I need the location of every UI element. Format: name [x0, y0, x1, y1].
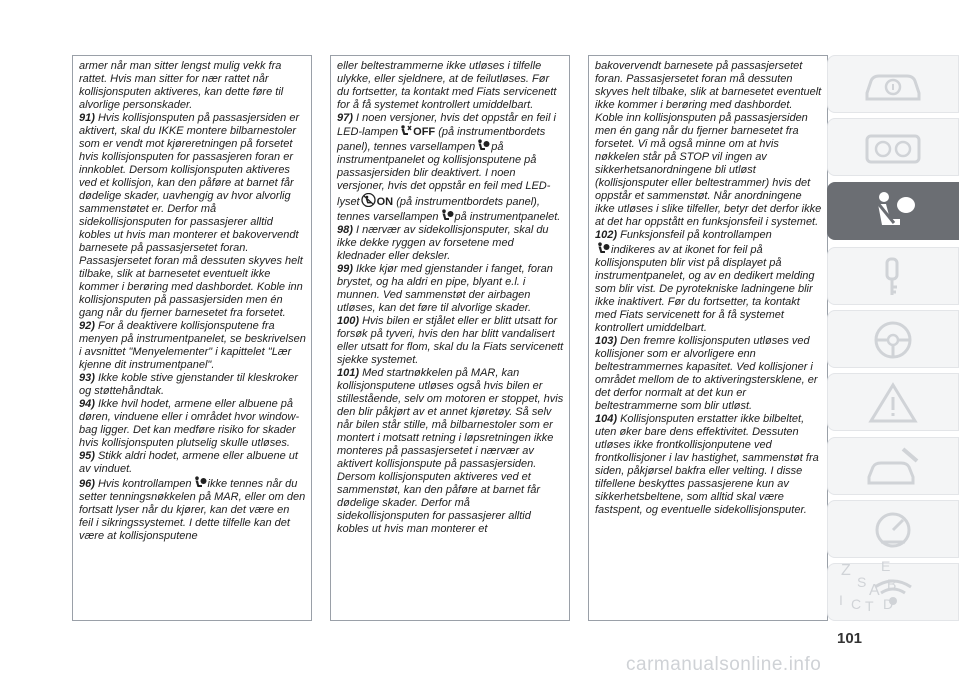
tab-specs[interactable] [827, 500, 959, 558]
car-info-icon [861, 63, 925, 107]
note-number: 96) [79, 478, 95, 490]
note-text: Hvis kollisjonsputen på passasjersiden er aktivert, skal du IKKE montere bilbarnestoler som er vendt mot kjøreretningen på forsetet hvis kollisjonsputen for passasjeren foran er innkoblet. Dersom kollisjonsputen aktiveres ved et kollisjon, kan den påføre at barnet får dødelige skader, uavhengig av hvor alvorlig sammenstøtet er. Derfor må sidekollisjonsputen for passasjerer alltid kobles ut hvis man monterer et bakovervendt barnesete på passasjersetet foran. Passasjersetet foran må dessuten skyves helt tilbake, slik at barnesetet eventuelt ikke kommer i berøring med dashbordet. Koble inn kollisjonsputen på passasjersiden men én gang når du fjerner barnesetet fra forsetet. [79, 112, 303, 319]
paragraph [595, 60, 822, 229]
tab-dashboard[interactable] [827, 118, 959, 176]
note-number: 99) [337, 263, 353, 275]
index-letter: E [881, 558, 891, 574]
paragraph-text: bakovervendt barnesete på passasjersetet foran. Passasjersetet foran må dessuten skyves helt tilbake, slik at barnesetet eventuelt ikke kommer i berøring med dashbordet. Koble inn kollisjonsputen på passasjersiden men én gang når du fjerner barnesetet fra forsetet. Vi må også minne om at hvis nøkkelen står på STOP vil ingen av sikkerhetsanordningene bli utløst (kollisjonsputer eller beltestrammer) hvis det oppstår et sammenstøt. Når anordningene ikke utløses i slike tilfeller, betyr det derfor ikke at det har oppstått en funksjonsfeil i systemet. [595, 60, 822, 228]
index-letter: Z [841, 562, 851, 579]
index-letter: T [865, 598, 874, 614]
note-text: Hvis kontrollampen [97, 478, 192, 490]
index-letter: I [839, 592, 843, 608]
paragraph-text: eller beltestrammerne ikke utløses i tilfelle ulykke, eller sjeldnere, at de feilutløses. Før du fortsetter, ta kontakt med Fiats servicenett for å få systemet kontrollert umiddelbart. [337, 60, 557, 111]
paragraph-text: armer når man sitter lengst mulig vekk fra rattet. Hvis man sitter for nær rattet når kollisjonsputen aktiveres, kan dette føre til alvorlige personskader. [79, 60, 284, 111]
note-100 [337, 315, 564, 367]
note-text: For å deaktivere kollisjonsputene fra menyen på instrumentpanelet, se beskrivelsen i avsnittet "Menyelementer" i kapittelet "Lær kjenne dit instrumentpanel". [79, 320, 306, 371]
airbag-warning-icon [193, 476, 207, 489]
note-91 [79, 112, 306, 320]
note-number: 93) [79, 372, 95, 384]
note-98 [337, 224, 564, 263]
note-text-cont: (på instrumentbordets panel), tennes varsellampen [337, 126, 546, 153]
text-column-3 [588, 55, 828, 621]
note-number: 91) [79, 112, 95, 124]
note-94 [79, 398, 306, 450]
tab-maintenance[interactable] [827, 437, 959, 495]
note-text: Stikk aldri hodet, armene eller albuene ut av vinduet. [79, 450, 298, 475]
note-number: 94) [79, 398, 95, 410]
note-number: 101) [337, 367, 360, 379]
note-103 [595, 335, 822, 413]
paragraph [79, 60, 306, 112]
passenger-airbag-off-icon [399, 125, 412, 137]
note-text: I noen versjoner, hvis det oppstår en feil i LED-lampen [337, 112, 556, 138]
note-96 [79, 476, 306, 543]
text-column-1 [72, 55, 312, 621]
index-letter: D [883, 596, 894, 612]
on-label: ON [376, 196, 394, 208]
note-text: Ikke hvil hodet, armene eller albuene på døren, vinduene eller i området hvor window-bag ligger. Det kan medføre risiko for skader hvis kollisjonsputen plutselig skulle utløses. [79, 398, 300, 449]
note-text: Hvis bilen er stjålet eller er blitt utsatt for forsøk på tyveri, hvis den har blitt vandalisert eller utsatt for flom, skal du la Fiats servicenett sjekke systemet. [337, 315, 564, 366]
note-number: 104) [595, 413, 618, 425]
tab-car-info[interactable] [827, 55, 959, 113]
note-number: 103) [595, 335, 618, 347]
note-101 [337, 367, 564, 536]
note-text: I nærvær av sidekollisjonsputer, skal du ikke dekke ryggen av forsetene med klednader eller deksler. [337, 224, 549, 262]
note-text-cont: på instrumentpanelet og kollisjonsputene på passasjersiden blir deaktivert. I noen versjoner, hvis det oppstår en feil med LED-lyset [337, 141, 551, 208]
index-letter: S [857, 574, 867, 590]
note-number: 95) [79, 450, 95, 462]
key-start-icon [861, 255, 925, 299]
note-number: 100) [337, 315, 360, 327]
text-column-2 [330, 55, 570, 621]
note-95 [79, 450, 306, 476]
note-104 [595, 413, 822, 517]
note-text: Ikke kjør med gjenstander i fanget, foran brystet, og ha aldri en pipe, blyant e.l. i munnen. Ved sammenstøt der airbagen utløses, kan det føre til alvorlige skader. [337, 263, 553, 314]
watermark: carmanualsonline.info [626, 654, 822, 675]
index-letter: A [869, 582, 880, 599]
airbag-warning-icon [596, 242, 610, 255]
tab-safety[interactable] [827, 182, 959, 240]
note-text-cont: (på instrumentbordets panel), tennes varsellampen [337, 196, 540, 223]
warning-car-icon [861, 381, 925, 425]
note-text-cont: indikeres av at ikonet for feil på kollisjonsputen blir vist på displayet på instrumentpanelet, og av en dedikert melding som blir vist. De pyrotekniske ladningene blir ikke inaktivert. Før du fortsetter, ta kontakt med Fiats servicenett for å få systemet kontrollert umiddelbart. [595, 244, 815, 334]
note-text: Ikke koble stive gjenstander til kleskroker og støttehåndtak. [79, 372, 298, 397]
wrench-car-icon [861, 445, 925, 489]
dashboard-icon [861, 126, 925, 170]
off-label: OFF [413, 126, 436, 138]
note-text-cont: ikke tennes når du setter tenningsnøkkelen på MAR, eller om den fortsatt lyser når du kjører, kan det være en feil i sikringssystemet. I dette tilfelle kan det være at kollisjonsputene [79, 478, 306, 542]
note-number: 98) [337, 224, 353, 236]
index-letter: B [887, 576, 897, 592]
note-102 [595, 229, 822, 335]
airbag-warning-icon [476, 139, 490, 152]
note-text: Funksjonsfeil på kontrollampen [620, 229, 772, 241]
gauge-specs-icon [861, 508, 925, 552]
note-99 [337, 263, 564, 315]
page-number: 101 [837, 630, 863, 647]
note-number: 102) [595, 229, 618, 241]
note-93 [79, 372, 306, 398]
note-number: 92) [79, 320, 95, 332]
passenger-airbag-on-icon [361, 193, 376, 207]
steering-wheel-icon [861, 318, 925, 362]
index-letter: C [851, 596, 862, 612]
note-97 [337, 112, 564, 224]
note-92 [79, 320, 306, 372]
note-number: 97) [337, 112, 353, 124]
index-icon [835, 557, 905, 615]
paragraph [337, 60, 564, 112]
note-text: Kollisjonsputen erstatter ikke bilbeltet, uten øker bare dens effektivitet. Dessuten utløses ikke frontkollisjonputene ved frontkollisjoner i lav hastighet, sammenstøt fra siden, påkjørsel bakfra eller velting. I disse tilfellene beskyttes passasjerene kun av sikkerhetsbeltene, som alltid skal være fastspent, og eventuelle sidekollisjonsputer. [595, 413, 819, 516]
tab-starting[interactable] [827, 247, 959, 305]
tab-emergency[interactable] [827, 373, 959, 431]
note-text: Den fremre kollisjonsputen utløses ved kollisjoner som er alvorligere enn beltestrammernes kapasitet. Ved kollisjoner i området mellom de to aktiveringstersklene, er det derfor normalt at det kun er beltestrammerne som blir utløst. [595, 335, 818, 412]
note-text: Med startnøkkelen på MAR, kan kollisjonsputene utløses også hvis bilen er stillestående, selv om motoren er stoppet, hvis den blir påkjørt av et annet kjøretøy. Så selv når bilen står stille, må bilbarnestoler som er montert i motsatt retning i løpsretningen ikke monteres på passasjersetet i nærvær av aktivert kollisjonspute på passasjersiden. Dersom kollisjonsputen aktiveres ved et sammenstøt, kan den påføre at barnet får dødelige skader. Derfor må sidekollisjonsputen for passasjerer alltid kobles ut hvis man monterer et [337, 367, 564, 535]
note-text-cont: på instrumentpanelet. [454, 211, 561, 223]
tab-driving[interactable] [827, 310, 959, 368]
airbag-warning-icon [440, 209, 454, 222]
seat-airbag-icon [860, 189, 924, 233]
